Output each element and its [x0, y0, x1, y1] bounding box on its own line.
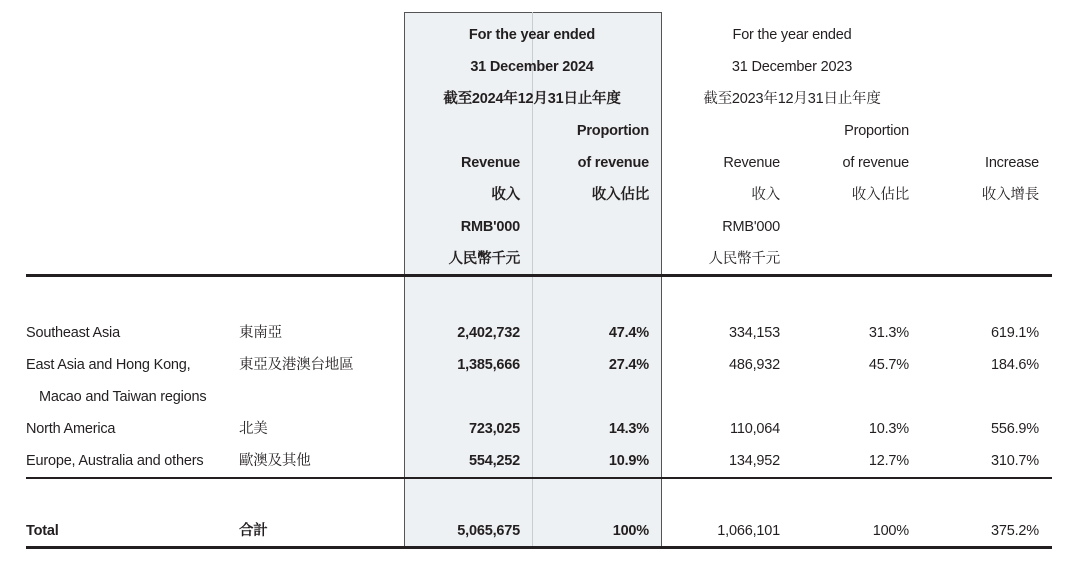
header-2024-line1: For the year ended: [468, 27, 596, 43]
header-2024-prop-line1: Proportion: [576, 123, 649, 139]
header-2024-line3: 截至2024年12月31日止年度: [443, 91, 621, 107]
proportion-2024: 10.9%: [608, 453, 649, 469]
header-2023-line2: 31 December 2023: [731, 59, 853, 75]
revenue-2024: 2,402,732: [457, 325, 520, 341]
region-zh: 歐澳及其他: [239, 453, 311, 469]
proportion-2023: 10.3%: [868, 421, 909, 437]
header-2023-prop-line2: of revenue: [842, 155, 909, 171]
header-2023-line3: 截至2023年12月31日止年度: [703, 91, 881, 107]
increase-value: 184.6%: [991, 357, 1039, 373]
proportion-2023: 12.7%: [868, 453, 909, 469]
region-zh: 東亞及港澳台地區: [239, 357, 354, 373]
header-2023-revenue-zh: 收入: [751, 187, 780, 203]
region-en-continued: Macao and Taiwan regions: [39, 389, 207, 405]
header-2023-prop-zh: 收入佔比: [851, 187, 909, 203]
proportion-2023: 31.3%: [868, 325, 909, 341]
increase-value: 619.1%: [991, 325, 1039, 341]
revenue-2024: 554,252: [468, 453, 520, 469]
header-2024-revenue-zh: 收入: [491, 187, 520, 203]
revenue-2023: 334,153: [728, 325, 780, 341]
region-en: Southeast Asia: [26, 325, 120, 341]
revenue-2023: 134,952: [728, 453, 780, 469]
region-en: East Asia and Hong Kong,: [26, 357, 191, 373]
total-proportion-2023: 100%: [872, 523, 909, 539]
header-2024-prop-line2: of revenue: [577, 155, 649, 171]
total-revenue-2023: 1,066,101: [717, 523, 780, 539]
total-rule: [26, 546, 1052, 549]
revenue-2024: 723,025: [468, 421, 520, 437]
header-2023-prop-line1: Proportion: [844, 123, 909, 139]
increase-value: 310.7%: [991, 453, 1039, 469]
header-2024-prop-zh: 收入佔比: [591, 187, 649, 203]
header-2023-revenue: Revenue: [723, 155, 780, 171]
header-2024-unit: RMB'000: [460, 219, 520, 235]
header-2024-revenue: Revenue: [460, 155, 520, 171]
region-zh: 東南亞: [239, 325, 282, 341]
header-rule: [26, 274, 1052, 277]
header-2024-line2: 31 December 2024: [470, 59, 594, 75]
region-en: Europe, Australia and others: [26, 453, 204, 469]
proportion-2023: 45.7%: [868, 357, 909, 373]
total-proportion-2024: 100%: [612, 523, 649, 539]
proportion-2024: 14.3%: [608, 421, 649, 437]
region-zh: 北美: [239, 421, 268, 437]
header-2023-line1: For the year ended: [732, 27, 852, 43]
proportion-2024: 27.4%: [608, 357, 649, 373]
header-2023-unit-zh: 人民幣千元: [708, 251, 780, 267]
total-increase: 375.2%: [991, 523, 1039, 539]
revenue-2024: 1,385,666: [457, 357, 520, 373]
revenue-2023: 486,932: [728, 357, 780, 373]
revenue-2023: 110,064: [730, 421, 780, 437]
total-revenue-2024: 5,065,675: [457, 523, 520, 539]
region-en: North America: [26, 421, 116, 437]
header-increase: Increase: [984, 155, 1039, 171]
subtotal-rule: [26, 477, 1052, 479]
proportion-2024: 47.4%: [608, 325, 649, 341]
header-increase-zh: 收入增長: [981, 187, 1039, 203]
total-label-zh: 合計: [239, 523, 268, 539]
header-2024-unit-zh: 人民幣千元: [448, 251, 520, 267]
header-2023-unit: RMB'000: [722, 219, 780, 235]
total-label-en: Total: [26, 523, 59, 539]
increase-value: 556.9%: [991, 421, 1039, 437]
